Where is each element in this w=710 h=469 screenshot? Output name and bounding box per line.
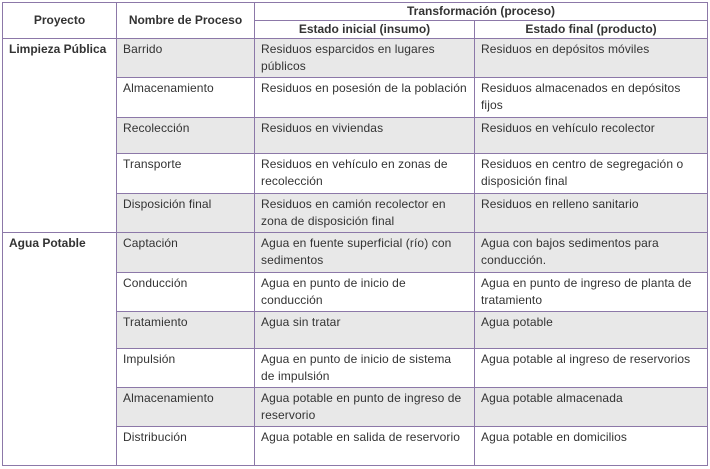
process-cell: Almacenamiento (117, 78, 255, 117)
process-transformation-table (2, 2, 708, 466)
initial-state-cell: Agua sin tratar (255, 312, 475, 348)
process-cell: Tratamiento (117, 312, 255, 348)
project-cell: Agua Potable (3, 233, 117, 466)
initial-state-cell: Residuos esparcidos en lugares públicos (255, 39, 475, 78)
initial-state-cell: Residuos en posesión de la población (255, 78, 475, 117)
final-state-cell: Agua en punto de ingreso de planta de tratamiento (475, 272, 708, 311)
table-row (3, 39, 708, 78)
initial-state-cell: Agua potable en salida de reservorio (255, 427, 475, 466)
header-initial-state: Estado inicial (insumo) (255, 21, 475, 39)
process-cell: Transporte (117, 154, 255, 193)
header-final-state: Estado final (producto) (475, 21, 708, 39)
process-cell: Conducción (117, 272, 255, 311)
process-cell: Captación (117, 233, 255, 272)
final-state-cell: Agua con bajos sedimentos para conducción. (475, 233, 708, 272)
final-state-cell: Agua potable al ingreso de reservorios (475, 348, 708, 387)
initial-state-cell: Residuos en viviendas (255, 117, 475, 153)
final-state-cell: Agua potable almacenada (475, 388, 708, 427)
table-row (3, 233, 708, 272)
final-state-cell: Agua potable (475, 312, 708, 348)
final-state-cell: Residuos almacenados en depósitos fijos (475, 78, 708, 117)
initial-state-cell: Agua en punto de inicio de sistema de impulsión (255, 348, 475, 387)
final-state-cell: Agua potable en domicilios (475, 427, 708, 466)
final-state-cell: Residuos en centro de segregación o disposición final (475, 154, 708, 193)
process-cell: Distribución (117, 427, 255, 466)
process-cell: Barrido (117, 39, 255, 78)
table-header (3, 3, 708, 39)
process-cell: Disposición final (117, 193, 255, 232)
initial-state-cell: Residuos en camión recolector en zona de disposición final (255, 193, 475, 232)
header-project: Proyecto (3, 3, 117, 39)
final-state-cell: Residuos en relleno sanitario (475, 193, 708, 232)
initial-state-cell: Agua en punto de inicio de conducción (255, 272, 475, 311)
process-cell: Almacenamiento (117, 388, 255, 427)
initial-state-cell: Agua potable en punto de ingreso de reservorio (255, 388, 475, 427)
process-cell: Recolección (117, 117, 255, 153)
table-body (3, 39, 708, 466)
project-cell: Limpieza Pública (3, 39, 117, 233)
process-cell: Impulsión (117, 348, 255, 387)
header-process: Nombre de Proceso (117, 3, 255, 39)
initial-state-cell: Agua en fuente superficial (río) con sedimentos (255, 233, 475, 272)
initial-state-cell: Residuos en vehículo en zonas de recolección (255, 154, 475, 193)
final-state-cell: Residuos en depósitos móviles (475, 39, 708, 78)
final-state-cell: Residuos en vehículo recolector (475, 117, 708, 153)
header-transformation: Transformación (proceso) (255, 3, 708, 21)
